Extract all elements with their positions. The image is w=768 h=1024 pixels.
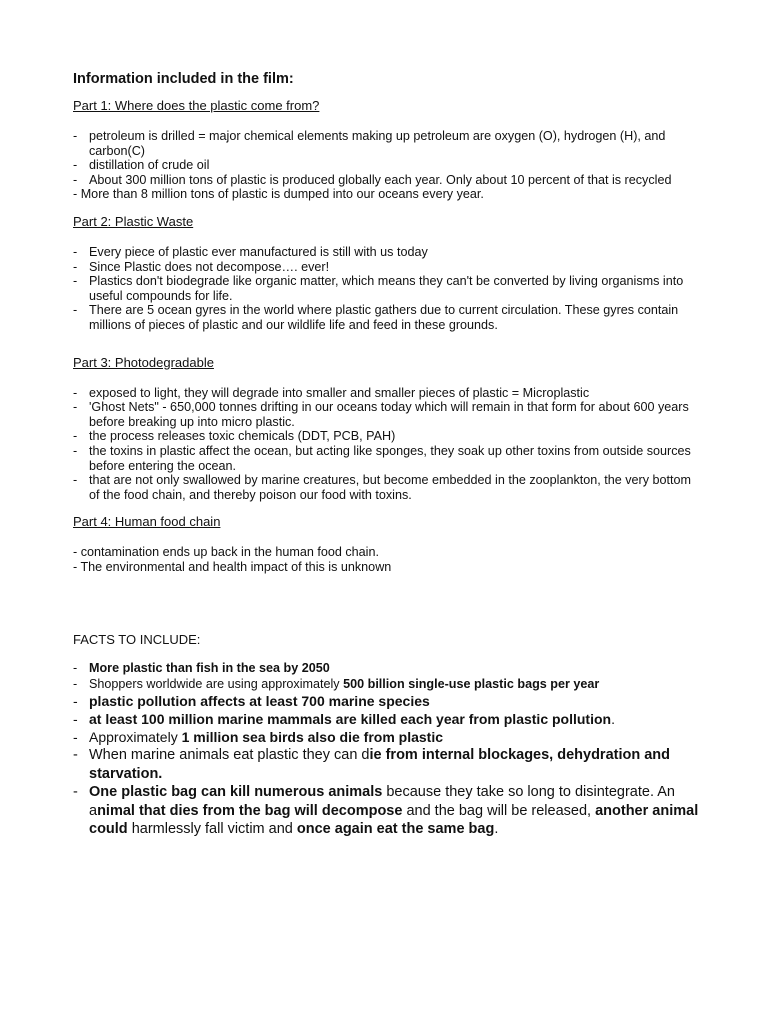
fact-segment: plastic pollution affects at least 700 marine species [89,693,430,710]
fact-segment: once again eat the same bag [296,821,495,838]
list-item: - About 300 million tons of plastic is produced globally each year. Only about 10 percent of that is recycled [73,172,672,187]
fact-item: - plastic pollution affects at least 700 marine species [73,693,430,710]
list-item: - There are 5 ocean gyres in the world where plastic gathers due to current circulation. These gyres contain millions of pieces of plastic and our wildlife life and feed in these grounds. [73,303,679,332]
fact-segment: another animal could [89,802,699,838]
part-3-title: Part 3: Photodegradable [73,354,214,370]
part-2-list [73,245,703,333]
fact-segment: because they take so long to disintegrate. An a [89,784,675,819]
part-4-line: - The environmental and health impact of this is unknown [73,559,392,574]
fact-segment: Shoppers worldwide are using approximately [89,677,344,692]
part-3-list [73,386,703,503]
part-2-title: Part 2: Plastic Waste [73,213,194,229]
list-item: - exposed to light, they will degrade into smaller and smaller pieces of plastic = Microplastic [73,385,590,400]
part-1-trailing-line: - More than 8 million tons of plastic is dumped into our oceans every year. [73,187,484,202]
fact-segment: . [494,821,499,838]
fact-segment: nimal that dies from the bag will decompose [97,802,403,819]
list-item: - that are not only swallowed by marine creatures, but become embedded in the zooplankton, the very bottom of the food chain, and thereby poison our food with toxins. [73,473,692,502]
fact-segment: One plastic bag can kill numerous animals [89,784,383,801]
part-4-title: Part 4: Human food chain [73,514,221,530]
facts-list [73,660,703,839]
part-4-line: - contamination ends up back in the human food chain. [73,545,379,560]
fact-segment: and the bag will be released, [402,802,596,819]
fact-item: - More plastic than fish in the sea by 2050 [73,661,330,676]
fact-segment: ie from internal blockages, dehydration and starvation. [89,747,671,782]
list-item: - Plastics don't biodegrade like organic matter, which means they can't be converted by living organisms into useful compounds for life. [73,274,684,303]
list-item: - petroleum is drilled = major chemical elements making up petroleum are oxygen (O), hydrogen (H), and carbon(C) [73,129,666,158]
fact-segment: 1 million sea birds also die from plastic [181,729,444,746]
list-item: - Since Plastic does not decompose…. ever! [73,259,330,274]
fact-item: - When marine animals eat plastic they can die from internal blockages, dehydration and starvation. [73,747,671,782]
document-heading: Information included in the film: [73,71,294,87]
list-item: - the toxins in plastic affect the ocean, but acting like sponges, they soak up other toxins from outside sources before entering the ocean. [73,443,691,473]
fact-item: - Shoppers worldwide are using approximately 500 billion single-use plastic bags per year [73,677,600,692]
fact-segment: When marine animals eat plastic they can d [89,747,370,764]
list-item: - 'Ghost Nets" - 650,000 tonnes drifting in our oceans today which will remain in that form for about 600 years before breaking up into micro plastic. [73,400,689,429]
part-1-list [73,129,703,187]
fact-item: - One plastic bag can kill numerous animals because they take so long to disintegrate. An animal that dies from the bag will decompose and the bag will be released, another animal could harmlessly fall victim and once again eat the same bag. [73,784,699,838]
fact-segment: harmlessly fall victim and [127,821,297,838]
fact-segment: Approximately [89,729,182,746]
fact-segment: 500 billion single-use plastic bags per year [343,677,600,692]
fact-item: - at least 100 million marine mammals are killed each year from plastic pollution. [73,711,615,728]
list-item: - Every piece of plastic ever manufactured is still with us today [73,244,428,259]
fact-segment: . [611,711,615,728]
document-page [73,70,703,839]
fact-item: - Approximately 1 million sea birds also die from plastic [73,729,444,746]
fact-segment: More plastic than fish in the sea by 2050 [89,661,330,676]
part-1-title: Part 1: Where does the plastic come from? [73,98,320,113]
fact-segment: at least 100 million marine mammals are killed each year from plastic pollution [89,711,612,728]
facts-title: FACTS TO INCLUDE: [73,632,201,648]
list-item: - distillation of crude oil [73,158,210,173]
list-item: - the process releases toxic chemicals (DDT, PCB, PAH) [73,429,396,444]
